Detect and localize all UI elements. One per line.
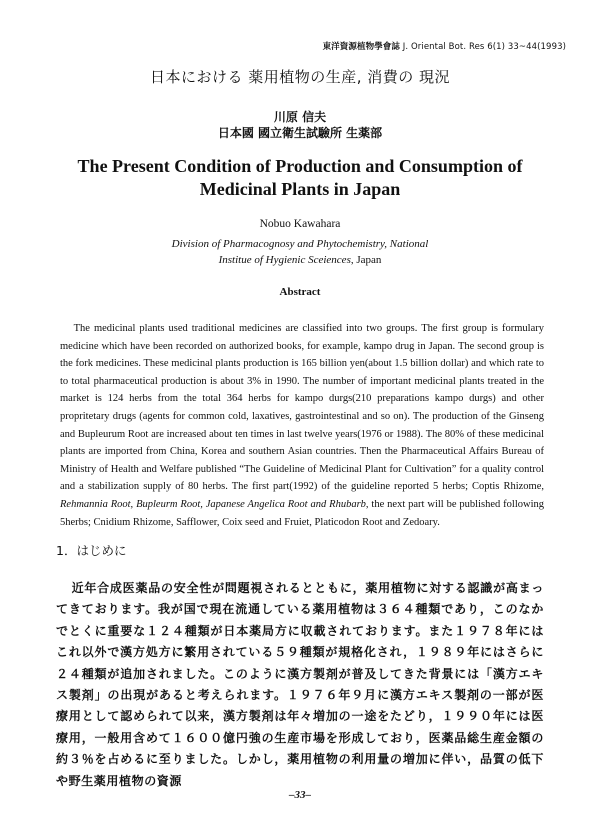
abstract-part2: , the next part will be published following 5herbs; Cnidium Rhizome, Safflower, Coix seed and Fruiet, Platicodon Root and Zedoary. <box>60 498 544 528</box>
abstract-herbs-italic: Rehmannia Root, Bupleurm Root, Japanese Angelica Root and Rhubarb <box>60 498 366 510</box>
title-jp: 日本における 薬用植物の生産, 消費の 現況 <box>149 68 451 86</box>
journal-citation <box>323 40 566 52</box>
journal-name-jp: 東洋資源植物學會誌 <box>322 42 400 52</box>
affiliation-en-line2 <box>0 252 600 268</box>
affiliation-en <box>0 236 600 268</box>
affiliation-jp: 日本國 國立衛生試驗所 生薬部 <box>217 126 383 140</box>
title-en <box>0 155 600 201</box>
author-jp: 川原 信夫 <box>273 110 327 124</box>
abstract-text <box>60 320 544 531</box>
abstract-part1: The medicinal plants used traditional medicines are classified into two groups. The first group is formulary medicine which have been recorded on authorized books, for example, kampo drug in Japan. The second group is the fork medicines. These medicinal plants production is 165 billion yen(about 1.5 billion dollar) and which rate to to total pharmaceutical production is about 3% in 1990. The number of important medicinal plants treated in the market is 124 herbs from the total 364 herbs for kampo durgs(210 preparations kampo durgs) and other propritetary drugs (agents for common cold, laxatives, gastrointestinal and so on). The production of the Ginseng and Bupleurum Root are increased about ten times in last twelve years(1976 or 1988). The 80% of these medicinal plants are imported from China, Korea and southern Asian countries. Then the Pharmaceutical Affairs Bureau of Ministry of Health and Welfare published “The Guideline of Medicinal Plant for Cultivation” for a quality control and a stabilization supply of 80 herbs. The first part(1992) of the guideline reported 5 herbs; Coptis Rhizome, <box>60 323 544 493</box>
body-text-jp: 近年合成医薬品の安全性が問題視されるとともに，薬用植物に対する認識が高まってきております。我が国で現在流通している薬用植物は３６４種類であり，このなかでとくに重要な１２４種類が日本薬局方に収載されております。また１９７８年にはこれ以外で漢方処方に繁用されている５９種類が規格化され，１９８９年にはさらに２４種類が追加されました。このように漢方製剤が普及してきた背景には「漢方エキス製剤」の出現があると考えられます。１９７６年９月に漢方エキス製剤の一部が医療用として認められて以来，漢方製剤は年々増加の一途をたどり，１９９０年には医療用，一般用含めて１６００億円強の生産市場を形成しており，医薬品総生産金額の約３％を占めるに至りました。しかし，薬用植物の利用量の増加に伴い，品質の低下や野生薬用植物の資源 <box>56 581 544 788</box>
section-heading: 1．はじめに <box>56 543 127 558</box>
journal-volume: J. Oriental Bot. Res 6(1) 33~44(1993) <box>402 42 566 52</box>
affiliation-en-institute: Institue of Hygienic Sceiences <box>218 254 351 266</box>
abstract-heading: Abstract <box>279 286 321 298</box>
title-en-line2: Medicinal Plants in Japan <box>199 179 401 199</box>
title-en-line1: The Present Condition of Production and Consumption of <box>77 156 523 176</box>
page-number: –33– <box>289 789 311 801</box>
affiliation-en-country: , Japan <box>350 254 382 266</box>
affiliation-en-line1: Division of Pharmacognosy and Phytochemistry, National <box>171 238 429 250</box>
author-en: Nobuo Kawahara <box>259 218 341 230</box>
